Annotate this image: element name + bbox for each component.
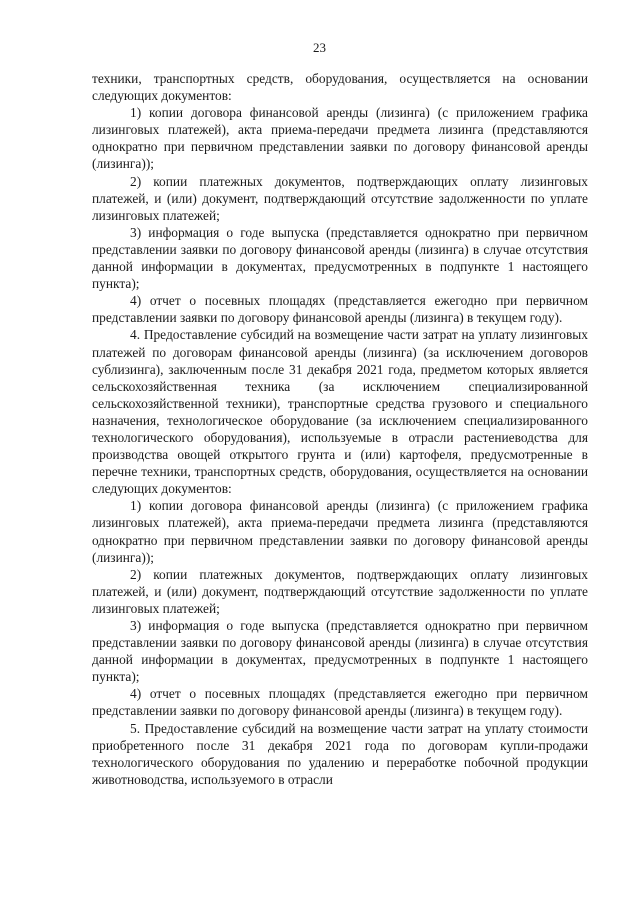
paragraph: 2) копии платежных документов, подтверждающих оплату лизинговых платежей, и (или) документ, подтверждающий отсутствие задолженности по уплате лизинговых платежей; bbox=[92, 566, 588, 616]
paragraph: 4) отчет о посевных площадях (представляется ежегодно при первичном представлении заявки по договору финансовой аренды (лизинга) в текущем году). bbox=[92, 293, 588, 326]
paragraph: 4. Предоставление субсидий на возмещение части затрат на уплату лизинговых платежей по договорам финансовой аренды (лизинга) (за исключением договоров сублизинга), заключенным после 31 декабря 2021 года, предметом которых является сельскохозяйственная техника (за исключением специализированной сельскохозяйственной техники), транспортные средства грузового и специального назначения, технологическое оборудование (за исключением специализированного технологического оборудования), используемые в отрасли растениеводства для производства овощей открытого грунта и (или) картофеля, предусмотренные в перечне техники, транспортных средств, оборудования, осуществляется на основании следующих документов: bbox=[92, 327, 588, 497]
paragraph: 1) копии договора финансовой аренды (лизинга) (с приложением графика лизинговых платежей), акта приема-передачи предмета лизинга (представляются однократно при первичном представлении заявки по договору финансовой аренды (лизинга)); bbox=[92, 105, 588, 172]
page-number: 23 bbox=[313, 40, 326, 55]
paragraph: техники, транспортных средств, оборудования, осуществляется на основании следующих документов: bbox=[92, 71, 588, 104]
paragraph: 5. Предоставление субсидий на возмещение части затрат на уплату стоимости приобретенного после 31 декабря 2021 года по договорам купли-продажи технологического оборудования по удалению и переработке побочной продукции животноводства, используемого в отрасли bbox=[92, 720, 588, 787]
paragraph: 3) информация о годе выпуска (представляется однократно при первичном представлении заявки по договору финансовой аренды (лизинга) в случае отсутствия данной информации в документах, предусмотренных в подпункте 1 настоящего пункта); bbox=[92, 224, 588, 292]
document-body bbox=[92, 70, 588, 788]
paragraph: 2) копии платежных документов, подтверждающих оплату лизинговых платежей, и (или) документ, подтверждающий отсутствие задолженности по уплате лизинговых платежей; bbox=[92, 173, 588, 223]
paragraph: 4) отчет о посевных площадях (представляется ежегодно при первичном представлении заявки по договору финансовой аренды (лизинга) в текущем году). bbox=[92, 686, 588, 719]
paragraph: 1) копии договора финансовой аренды (лизинга) (с приложением графика лизинговых платежей), акта приема-передачи предмета лизинга (представляются однократно при первичном представлении заявки по договору финансовой аренды (лизинга)); bbox=[92, 498, 588, 565]
paragraph: 3) информация о годе выпуска (представляется однократно при первичном представлении заявки по договору финансовой аренды (лизинга) в случае отсутствия данной информации в документах, предусмотренных в подпункте 1 настоящего пункта); bbox=[92, 618, 588, 685]
